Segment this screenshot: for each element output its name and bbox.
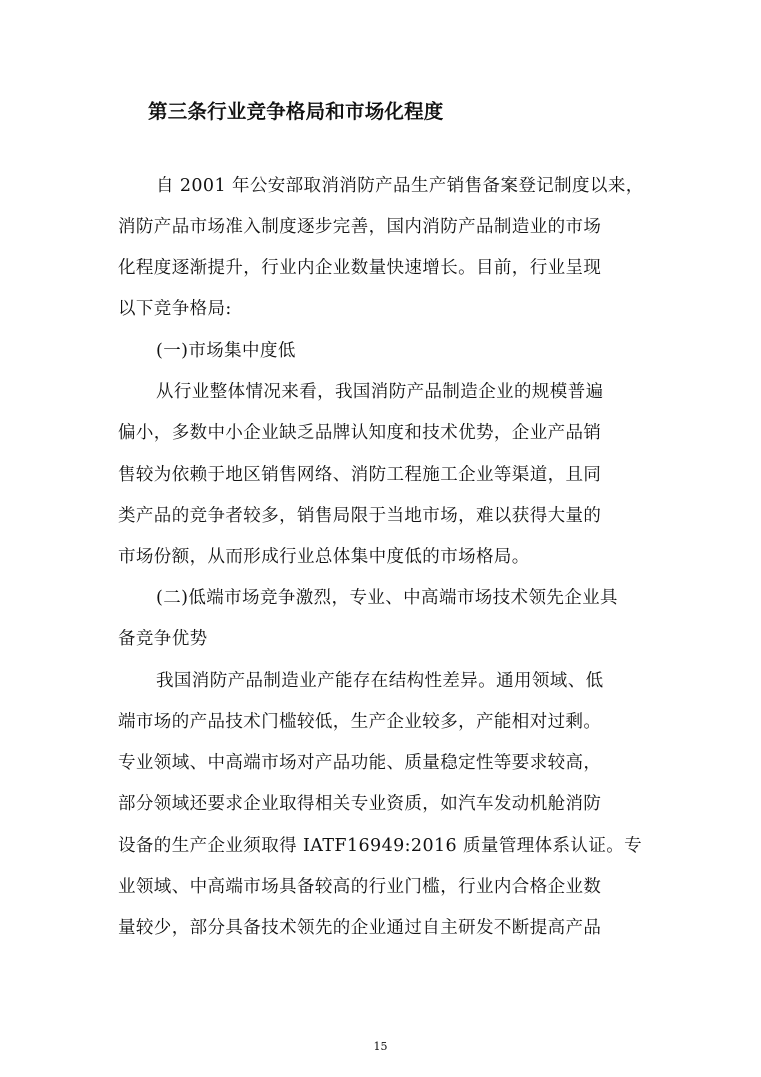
subheading-line: (一)市场集中度低: [156, 341, 296, 361]
paragraph-line: 类产品的竞争者较多，销售局限于当地市场，难以获得大量的: [118, 506, 602, 526]
paragraph-line: 我国消防产品制造业产能存在结构性差异。通用领域、低: [156, 671, 604, 691]
paragraph-line: 以下竞争格局:: [118, 299, 232, 319]
paragraph-line: 售较为依赖于地区销售网络、消防工程施工企业等渠道，且同: [118, 465, 602, 485]
section-heading: 第三条行业竞争格局和市场化程度: [148, 100, 444, 123]
paragraph-line: 偏小，多数中小企业缺乏品牌认知度和技术优势，企业产品销: [118, 423, 602, 443]
paragraph-line: 化程度逐渐提升，行业内企业数量快速增长。目前，行业呈现: [118, 258, 602, 278]
paragraph-line: 部分领域还要求企业取得相关专业资质，如汽车发动机舱消防: [118, 794, 602, 814]
subheading-line: (二)低端市场竞争激烈，专业、中高端市场技术领先企业具: [156, 588, 618, 608]
paragraph-line: 业领域、中高端市场具备较高的行业门槛，行业内合格企业数: [118, 877, 602, 897]
paragraph-line: 端市场的产品技术门槛较低，生产企业较多，产能相对过剩。: [118, 712, 602, 732]
paragraph-line: 消防产品市场准入制度逐步完善，国内消防产品制造业的市场: [118, 217, 602, 237]
paragraph-line: 专业领域、中高端市场对产品功能、质量稳定性等要求较高，: [118, 753, 602, 773]
paragraph-line: 从行业整体情况来看，我国消防产品制造企业的规模普遍: [156, 382, 604, 402]
paragraph-line: 量较少，部分具备技术领先的企业通过自主研发不断提高产品: [118, 918, 602, 938]
paragraph-line: 市场份额，从而形成行业总体集中度低的市场格局。: [118, 547, 530, 567]
subheading-line: 备竞争优势: [118, 629, 208, 649]
paragraph-line: 设备的生产企业须取得 IATF16949:2016 质量管理体系认证。专: [118, 836, 643, 856]
paragraph-line: 自 2001 年公安部取消消防产品生产销售备案登记制度以来，: [156, 176, 644, 196]
page-number: 15: [373, 1040, 388, 1053]
